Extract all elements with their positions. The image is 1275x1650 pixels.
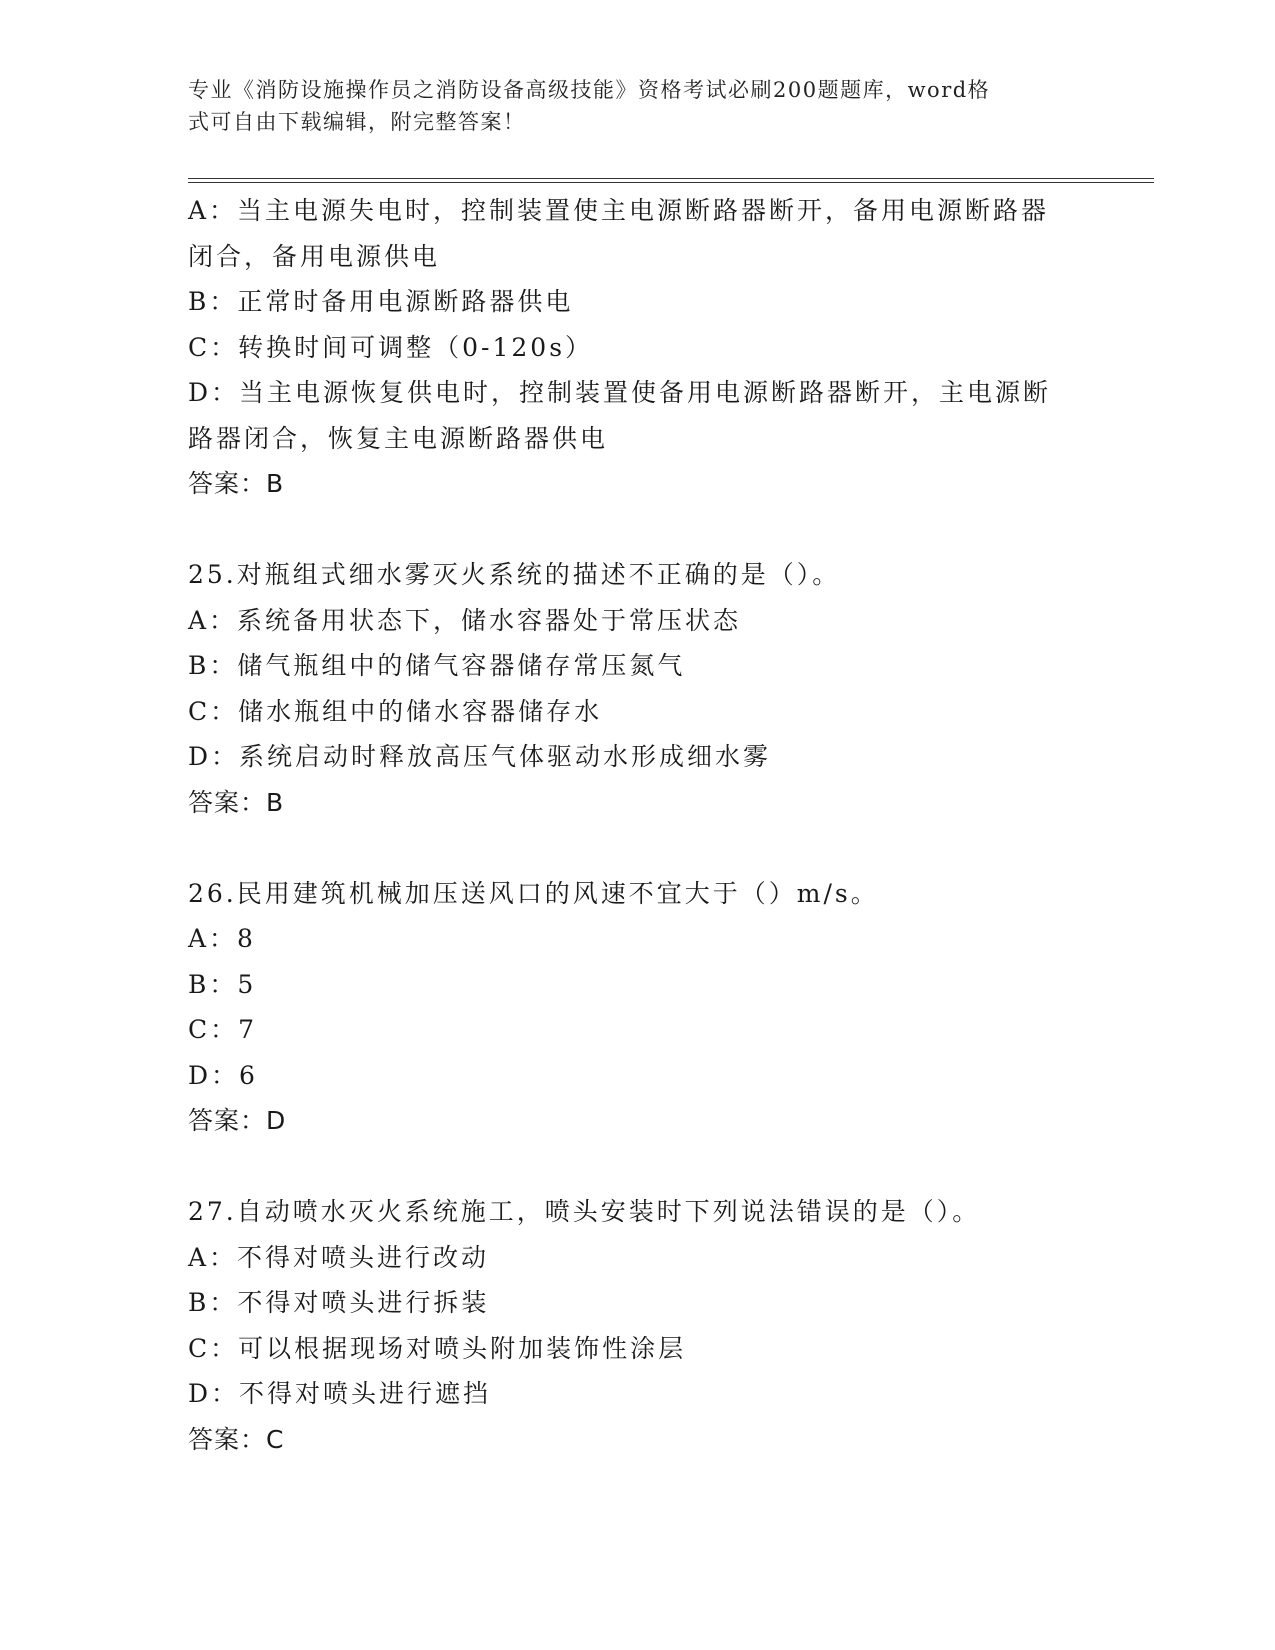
option-a: A：系统备用状态下，储水容器处于常压状态 (188, 605, 742, 635)
spacer (188, 1144, 1088, 1190)
question-text: 27.自动喷水灭火系统施工，喷头安装时下列说法错误的是（）。 (188, 1197, 981, 1226)
header-line-1: 专业《消防设施操作员之消防设备高级技能》资格考试必刷200题题库，word格 (188, 78, 991, 102)
option-c: C：可以根据现场对喷头附加装饰性涂层 (188, 1333, 687, 1363)
answer: 答案：C (188, 1424, 285, 1454)
option-c: C：储水瓶组中的储水容器储存水 (188, 696, 603, 726)
option-d: D：不得对喷头进行遮挡 (188, 1379, 492, 1408)
option-d: D：当主电源恢复供电时，控制装置使备用电源断路器断开，主电源断 (188, 378, 1052, 407)
option-b: B：正常时备用电源断路器供电 (188, 287, 574, 316)
option-b: B：5 (188, 969, 257, 999)
option-c: C：7 (188, 1015, 258, 1044)
option-b: B：不得对喷头进行拆装 (188, 1288, 490, 1317)
option-a-continued: 闭合，备用电源供电 (188, 241, 441, 271)
page-header (188, 74, 1068, 138)
question-25 (188, 552, 1088, 825)
option-a: A：不得对喷头进行改动 (188, 1242, 490, 1272)
answer: 答案：B (188, 469, 285, 498)
option-d: D：6 (188, 1060, 258, 1090)
question-24 (188, 188, 1088, 507)
answer: 答案：D (188, 1106, 287, 1135)
option-b: B：储气瓶组中的储气容器储存常压氮气 (188, 651, 686, 680)
spacer (188, 507, 1088, 553)
question-26 (188, 871, 1088, 1144)
question-27 (188, 1189, 1088, 1462)
answer: 答案：B (188, 787, 285, 817)
spacer (188, 825, 1088, 871)
option-d: D：系统启动时释放高压气体驱动水形成细水雾 (188, 742, 772, 771)
header-line-2: 式可自由下载编辑，附完整答案！ (188, 110, 526, 134)
option-a: A：8 (188, 924, 256, 953)
option-d-continued: 路器闭合，恢复主电源断路器供电 (188, 423, 609, 453)
header-divider (188, 178, 1154, 183)
option-a: A：当主电源失电时，控制装置使主电源断路器断开，备用电源断路器 (188, 196, 1050, 225)
question-list (188, 188, 1088, 1462)
option-c: C：转换时间可调整（0-120s） (188, 332, 594, 362)
question-text: 26.民用建筑机械加压送风口的风速不宜大于（）m/s。 (188, 878, 879, 908)
question-text: 25.对瓶组式细水雾灭火系统的描述不正确的是（）。 (188, 560, 841, 589)
